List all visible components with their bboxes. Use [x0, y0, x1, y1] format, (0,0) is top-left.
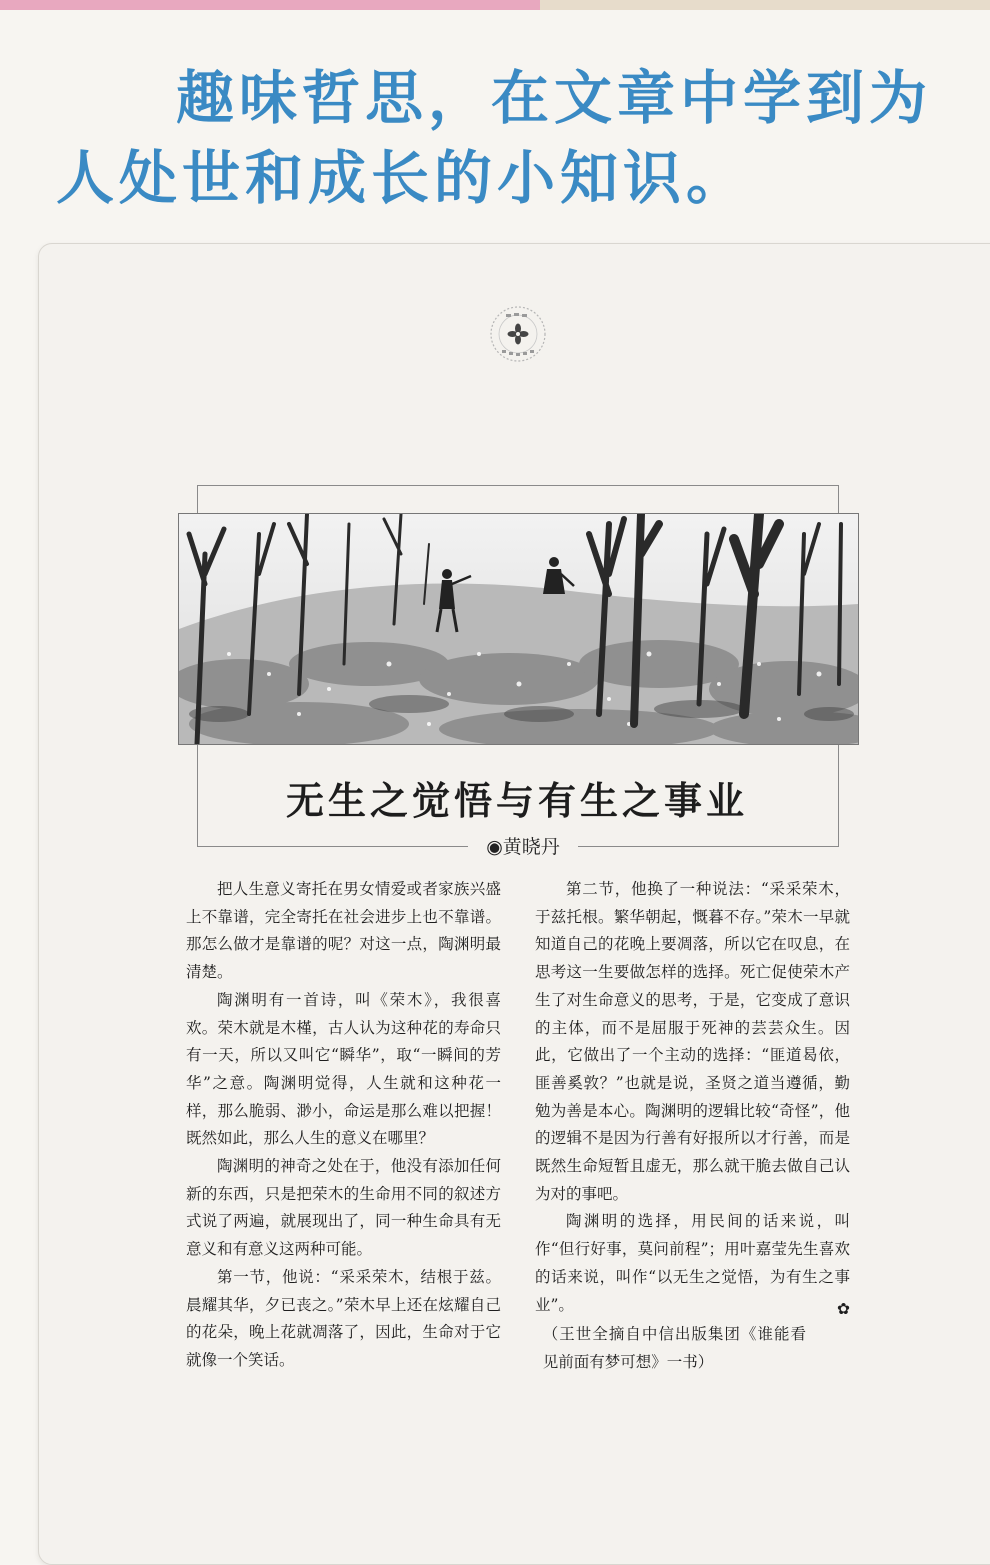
paragraph: 陶渊明有一首诗，叫《荣木》，我很喜欢。荣木就是木槿，古人认为这种花的寿命只有一天，所以又叫它“瞬华”，取“一瞬间的芳华”之意。陶渊明觉得，人生就和这种花一样，那么脆弱、渺小，命运是那么难以把握！既然如此，那么人生的意义在哪里？ [186, 990, 501, 1148]
source-note: （王世全摘自中信出版集团《谁能看见前面有梦可想》一书） [542, 1325, 806, 1371]
headline-line-1: 趣味哲思，在文章中学到为 [176, 64, 933, 132]
top-color-strip [0, 0, 990, 10]
paragraph: 把人生意义寄托在男女情爱或者家族兴盛上不靠谱，完全寄托在社会进步上也不靠谱。那怎么做才是靠谱的呢？对这一点，陶渊明最清楚。 [186, 880, 501, 982]
paragraph: 第一节，他说：“采采荣木，结根于兹。晨耀其华，夕已丧之。”荣木早上还在炫耀自己的花朵，晚上花就凋落了，因此，生命对于它就像一个笑话。 [186, 1267, 501, 1369]
headline-line-2: 人处世和成长的小知识。 [56, 144, 750, 212]
author-byline: ◉黄晓丹 [468, 834, 578, 860]
paragraph: 陶渊明的神奇之处在于，他没有添加任何新的东西，只是把荣木的生命用不同的叙述方式说了两遍，就展现出了，同一种生命具有无意义和有意义这两种可能。 [186, 1157, 501, 1259]
paragraph: 第二节，他换了一种说法：“采采荣木，于兹托根。繁华朝起，慨暮不存。”荣木一早就知道自己的花晚上要凋落，所以它在叹息，在思考这一生要做怎样的选择。死亡促使荣木产生了对生命意义的思考，于是，它变成了意识的主体，而不是屈服于死神的芸芸众生。因此，它做出了一个主动的选择：“匪道曷依，匪善奚敦？”也就是说，圣贤之道当遵循，勤勉为善是本心。陶渊明的逻辑比较“奇怪”，他的逻辑不是因为行善有好报所以才行善，而是既然生命短暂且虚无，那么就干脆去做自己认为对的事吧。 [535, 880, 850, 1203]
paragraph-text: 陶渊明的选择，用民间的话来说，叫作“但行好事，莫问前程”；用叶嘉莹先生喜欢的话来说，叫作“以无生之觉悟，为有生之事业”。 [535, 1212, 850, 1314]
article-column-left [186, 876, 501, 1375]
paragraph [535, 1208, 850, 1319]
strip-pink-segment [0, 0, 540, 10]
promo-headline [56, 58, 986, 218]
article-title: 无生之觉悟与有生之事业 [285, 778, 748, 823]
forest-illustration [178, 513, 859, 745]
strip-beige-segment [540, 0, 990, 10]
column-badge-icon [484, 300, 552, 368]
end-flower-icon: ✿ [837, 1299, 850, 1318]
article-column-right [535, 876, 850, 1377]
